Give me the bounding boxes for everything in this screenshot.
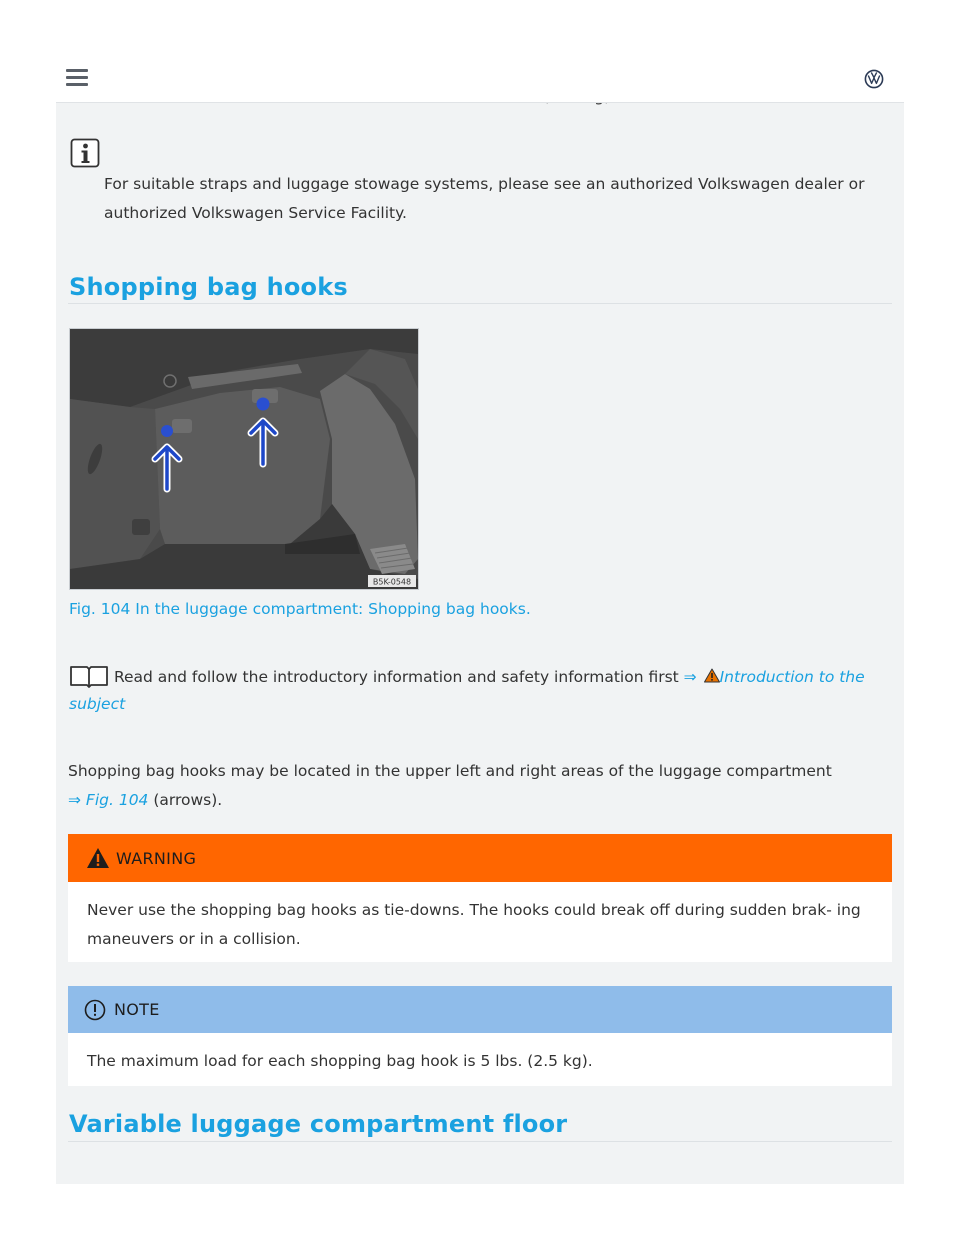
section-title-variable-floor: Variable luggage compartment floor — [69, 1110, 568, 1138]
read-arrow: ⇒ — [683, 668, 697, 686]
vw-logo-icon[interactable] — [864, 69, 884, 89]
figure-caption: Fig. 104 In the luggage compartment: Shopping bag hooks. — [69, 600, 531, 618]
exclamation-circle-icon — [84, 999, 106, 1021]
warning-icon — [86, 847, 110, 869]
hamburger-menu-icon[interactable] — [66, 69, 88, 87]
note-title: NOTE — [114, 1000, 160, 1019]
section-divider-2 — [68, 1141, 892, 1142]
info-text: For suitable straps and luggage stowage systems, please see an authorized Volkswagen dealer or authorized Volkswagen Service Facility. — [104, 175, 865, 222]
paragraph-text: Shopping bag hooks may be located in the upper left and right areas of the luggage compartment — [68, 762, 832, 780]
warning-text: Never use the shopping bag hooks as tie-downs. The hooks could break off during sudden brak- ing maneuvers or in a collision. — [87, 901, 861, 948]
warning-box — [68, 834, 892, 962]
book-icon — [69, 664, 109, 688]
paragraph-suffix: (arrows). — [148, 791, 223, 809]
section-divider — [68, 303, 892, 304]
top-bar — [56, 55, 904, 103]
info-icon — [70, 138, 100, 168]
note-text: The maximum load for each shopping bag hook is 5 lbs. (2.5 kg). — [87, 1052, 593, 1070]
figure-luggage-compartment — [69, 328, 419, 590]
read-first-text: Read and follow the introductory information and safety information first — [113, 668, 679, 686]
fig-104-link[interactable]: ⇒ Fig. 104 — [68, 791, 149, 809]
note-box — [68, 986, 892, 1086]
read-first-line — [69, 664, 889, 718]
warning-header — [68, 834, 892, 882]
shopping-bag-hooks-paragraph — [68, 757, 888, 815]
section-title-shopping-bag-hooks: Shopping bag hooks — [69, 273, 348, 301]
figure-code: B5K-0548 — [372, 577, 412, 587]
introduction-link[interactable]: Introduction to the subject — [69, 668, 865, 713]
warning-title: WARNING — [116, 849, 197, 868]
note-header — [68, 986, 892, 1033]
warning-triangle-icon — [704, 668, 720, 683]
